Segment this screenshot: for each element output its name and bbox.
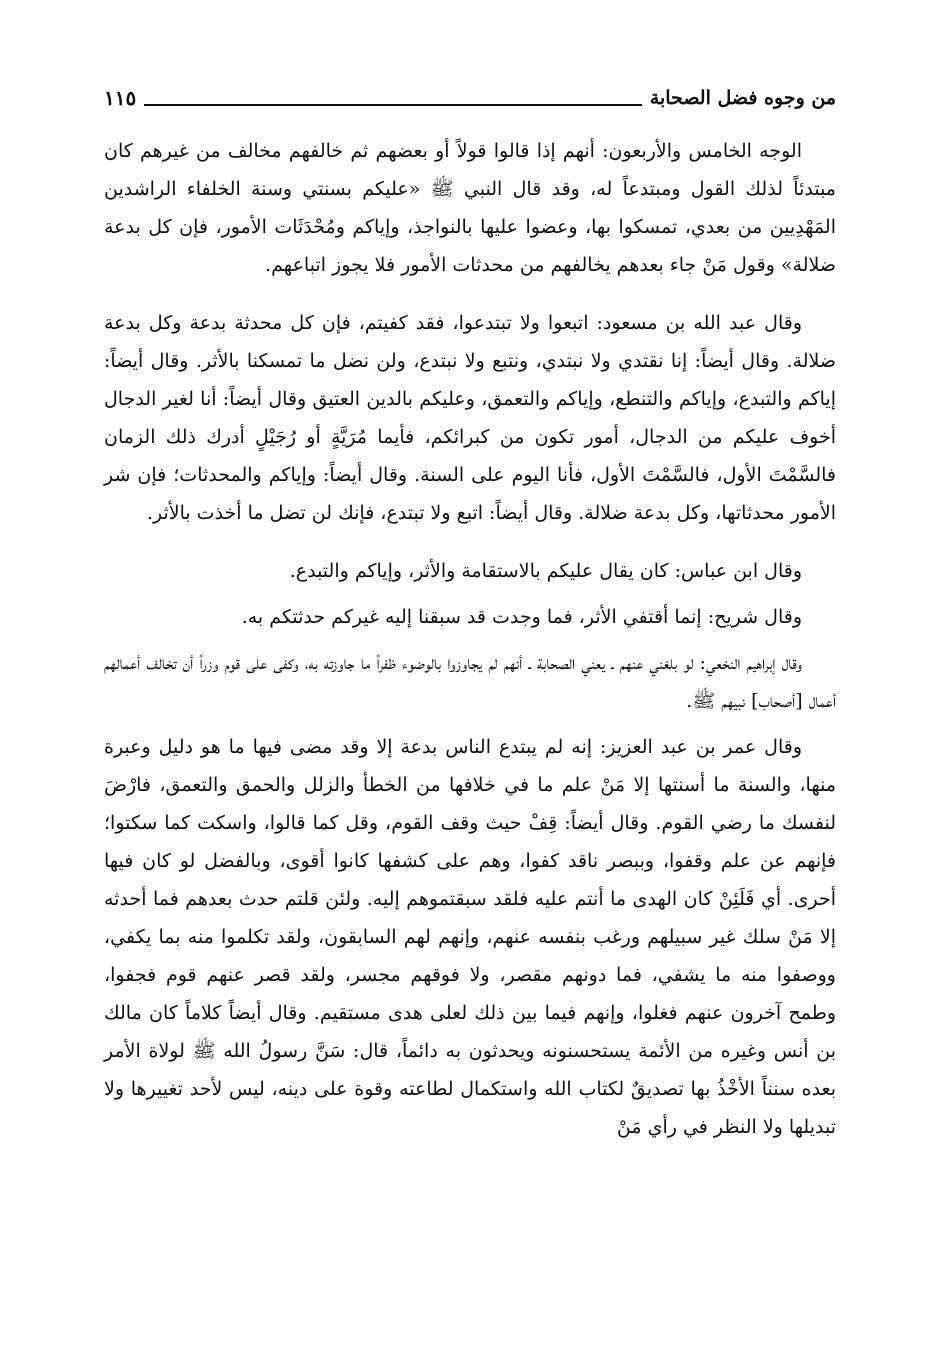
body-text	[104, 132, 836, 1146]
paragraph-2: وقال عبد الله بن مسعود: اتبعوا ولا تبتدعوا، فقد كفيتم، فإن كل محدثة بدعة وكل بدعة ضلالة. وقال أيضاً: إنا نقتدي ولا نبتدي، ونتبع ولا نبتدع، ولن نضل ما تمسكنا بالأثر. وقال أيضاً: إياكم والتبدع، وإياكم والتنطع، وإياكم والتعمق، وعليكم بالدين العتيق وقال أيضاً: أنا لغير الدجال أخوف عليكم من الدجال، أمور تكون من كبرائكم، فأيما مُرَيَّةٍ أو رُجَيْلٍ أدرك ذلك الزمان فالسَّمْتَ الأول، فالسَّمْتَ الأول، فأنا اليوم على السنة. وقال أيضاً: وإياكم والمحدثات؛ فإن شر الأمور محدثاتها، وكل بدعة ضلالة. وقال أيضاً: اتبع ولا تبتدع، فإنك لن تضل ما أخذت بالأثر.	[104, 312, 836, 524]
paragraph-1: الوجه الخامس والأربعون: أنهم إذا قالوا قولاً أو بعضهم ثم خالفهم مخالف من غيرهم كان مبتدئاً لذلك القول ومبتدعاً له، وقد قال النبي ﷺ «عليكم بسنتي وسنة الخلفاء الراشدين المَهْدِيين من بعدي، تمسكوا بها، وعضوا عليها بالنواجذ، وإياكم ومُحْدَثَات الأمور، فإن كل بدعة ضلالة» وقول مَنْ جاء بعدهم يخالفهم من محدثات الأمور فلا يجوز اتباعهم.	[104, 140, 836, 276]
paragraph-5: وقال إبراهيم النخعي: لو بلغني عنهم ـ يعني الصحابة ـ أنهم لم يجاوزوا بالوضوء ظفراً ما جاوزته به، وكفى على قوم وزراً أن تخالف أعمالهم أعمال [أصحاب] نبيهم ﷺ.	[104, 652, 836, 712]
paragraph-3: وقال ابن عباس: كان يقال عليكم بالاستقامة والأثر، وإياكم والتبدع.	[289, 560, 802, 582]
page-number: ١١٥	[104, 86, 137, 110]
paragraph-4: وقال شريح: إنما أقتفي الأثر، فما وجدت قد سبقنا إليه غيركم حدثتكم به.	[241, 606, 802, 628]
running-header	[104, 78, 836, 118]
paragraph-6: وقال عمر بن عبد العزيز: إنه لم يبتدع الناس بدعة إلا وقد مضى فيها ما هو دليل وعبرة منها، والسنة ما أسنتها إلا مَنْ علم ما في خلافها من الخطأ والزلل والحمق والتعمق، فارْضَ لنفسك ما رضي القوم. وقال أيضاً: قِفْ حيث وقف القوم، وقل كما قالوا، واسكت كما سكتوا؛ فإنهم عن علم وقفوا، وببصر ناقد كفوا، وهم على كشفها كانوا أقوى، وبالفضل لو كان فيها أحرى. أي فَلَئِنْ كان الهدى ما أنتم عليه فلقد سبقتموهم إليه. ولئن قلتم حدث بعدهم فما أحدثه إلا مَنْ سلك غير سبيلهم ورغب بنفسه عنهم، وإنهم لهم السابقون، ولقد تكلموا منه بما يكفي، ووصفوا منه ما يشفي، فما دونهم مقصر، ولا فوقهم مجسر، ولقد قصر عنهم قوم فجفوا، وطمح آخرون عنهم فغلوا، وإنهم فيما بين ذلك لعلى هدى مستقيم. وقال أيضاً كلاماً كان مالك بن أنس وغيره من الأئمة يستحسنونه ويحدثون به دائماً، قال: سَنَّ رسولُ الله ﷺ لولاة الأمر بعده سنناً الأخْذُ بها تصديقٌ لكتاب الله واستكمال لطاعته وقوة على دينه، ليس لأحد تغييرها ولا تبديلها ولا النظر في رأي مَنْ	[104, 736, 836, 1138]
header-rule	[144, 104, 642, 106]
book-page	[104, 78, 836, 1166]
chapter-title: من وجوه فضل الصحابة	[649, 87, 836, 109]
